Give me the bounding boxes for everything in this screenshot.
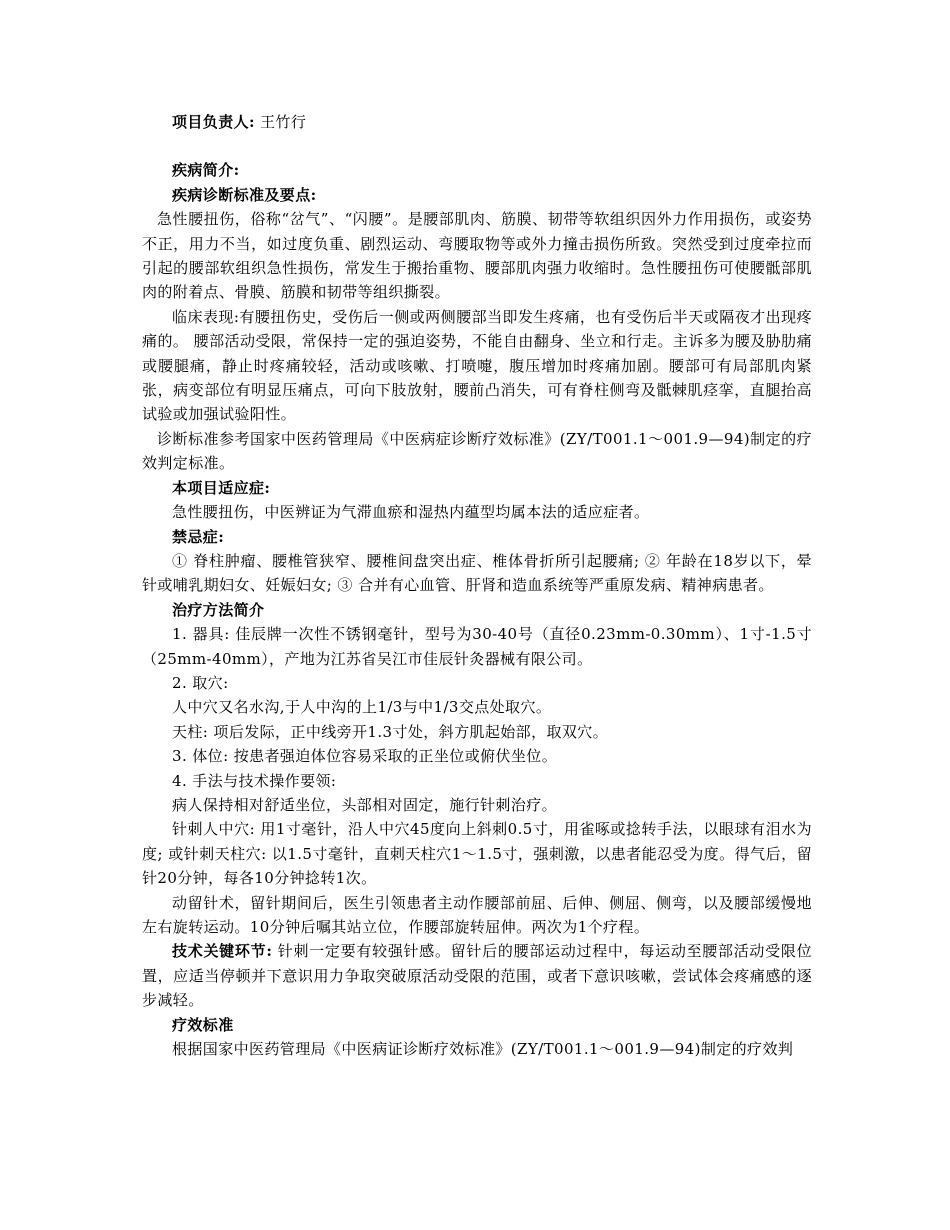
key-step-heading: 技术关键环节: <box>172 942 273 961</box>
project-leader-line <box>142 110 812 134</box>
diagnosis-paragraph-3: 诊断标准参考国家中医药管理局《中医病症诊断疗效标准》(ZY/T001.1～001.9—94)制定的疗效判定标准。 <box>142 429 812 473</box>
project-leader-name: 王竹行 <box>254 113 307 131</box>
spacer <box>142 134 812 158</box>
intro-heading: 疾病简介: <box>172 161 240 180</box>
treatment-item-4-a: 病人保持相对舒适坐位，头部相对固定，施行针刺治疗。 <box>172 795 558 814</box>
diagnosis-paragraph-1: 急性腰扭伤，俗称“岔气”、“闪腰”。是腰部肌肉、筋膜、韧带等软组织因外力作用损伤，或姿势不正，用力不当，如过度负重、剧烈运动、弯腰取物等或外力撞击损伤所致。突然受到过度牵拉而引起的腰部软组织急性损伤，常发生于搬抬重物、腰部肌肉强力收缩时。急性腰扭伤可使腰骶部肌肉的附着点、骨膜、筋膜和韧带等组织撕裂。 <box>142 210 812 302</box>
indications-heading: 本项目适应症: <box>172 478 271 497</box>
efficacy-heading: 疗效标准 <box>172 1015 234 1034</box>
project-leader-label: 项目负责人: <box>172 113 255 131</box>
contraindications-heading: 禁忌症: <box>172 527 225 546</box>
treatment-item-4-title: 4. 手法与技术操作要领: <box>172 771 337 790</box>
treatment-item-2-b: 天柱: 项后发际，正中线旁开1.3寸处，斜方肌起始部，取双穴。 <box>172 722 609 741</box>
treatment-item-4-b: 针刺人中穴: 用1寸毫针，沿人中穴45度向上斜刺0.5寸，用雀啄或捻转手法，以眼球有泪水为度; 或针刺天柱穴: 以1.5寸毫针，直刺天柱穴1～1.5寸，强刺激，以患者能忍受为度。得气后，留针20分钟，每各10分钟捻转1次。 <box>142 820 812 888</box>
diagnosis-heading: 疾病诊断标准及要点: <box>172 185 317 204</box>
treatment-item-3: 3. 体位: 按患者强迫体位容易采取的正坐位或俯伏坐位。 <box>172 747 558 766</box>
treatment-item-1: 1. 器具: 佳辰牌一次性不锈钢毫针，型号为30-40号（直径0.23mm-0.30mm）、1寸-1.5寸（25mm-40mm），产地为江苏省吴江市佳辰针灸器械有限公司。 <box>142 625 812 668</box>
treatment-item-4-c: 动留针术，留针期间后，医生引领患者主动作腰部前屈、后伸、侧屈、侧弯，以及腰部缓慢地左右旋转运动。10分钟后嘱其站立位，作腰部旋转屈伸。两次为1个疗程。 <box>142 893 812 936</box>
contraindications-text: ① 脊柱肿瘤、腰椎管狭窄、腰椎间盘突出症、椎体骨折所引起腰痛; ② 年龄在18岁以下，晕针或哺乳期妇女、妊娠妇女; ③ 合并有心血管、肝肾和造血系统等严重原发病、精神病患者。 <box>142 551 812 595</box>
diagnosis-paragraph-2: 临床表现:有腰扭伤史，受伤后一侧或两侧腰部当即发生疼痛，也有受伤后半天或隔夜才出现疼痛的。 腰部活动受限，常保持一定的强迫姿势，不能自由翻身、坐立和行走。主诉多为腰及胁肋痛或腰腿痛，静止时疼痛较轻，活动或咳嗽、打喷嚏，腹压增加时疼痛加剧。腰部可有局部肌肉紧张，病变部位有明显压痛点，可向下肢放射，腰前凸消失，可有脊柱侧弯及骶棘肌痉挛，直腿抬高试验或加强试验阳性。 <box>142 307 812 424</box>
indications-text: 急性腰扭伤，中医辨证为气滞血瘀和湿热内蕴型均属本法的适应症者。 <box>172 503 650 522</box>
treatment-item-2-title: 2. 取穴: <box>172 673 229 692</box>
treatment-item-2-a: 人中穴又名水沟,于人中沟的上1/3与中1/3交点处取穴。 <box>172 698 552 717</box>
efficacy-text: 根据国家中医药管理局《中医病证诊断疗效标准》(ZY/T001.1～001.9—94)制定的疗效判 <box>172 1040 794 1059</box>
key-step-text: 针刺一定要有较强针感。留针后的腰部运动过程中，每运动至腰部活动受限位置，应适当停顿并下意识用力争取突破原活动受限的范围，或者下意识咳嗽，尝试体会疼痛感的逐步减轻。 <box>142 942 812 1010</box>
document-page <box>142 110 812 1061</box>
treatment-heading: 治疗方法简介 <box>172 600 265 619</box>
key-step-paragraph <box>142 939 812 1012</box>
